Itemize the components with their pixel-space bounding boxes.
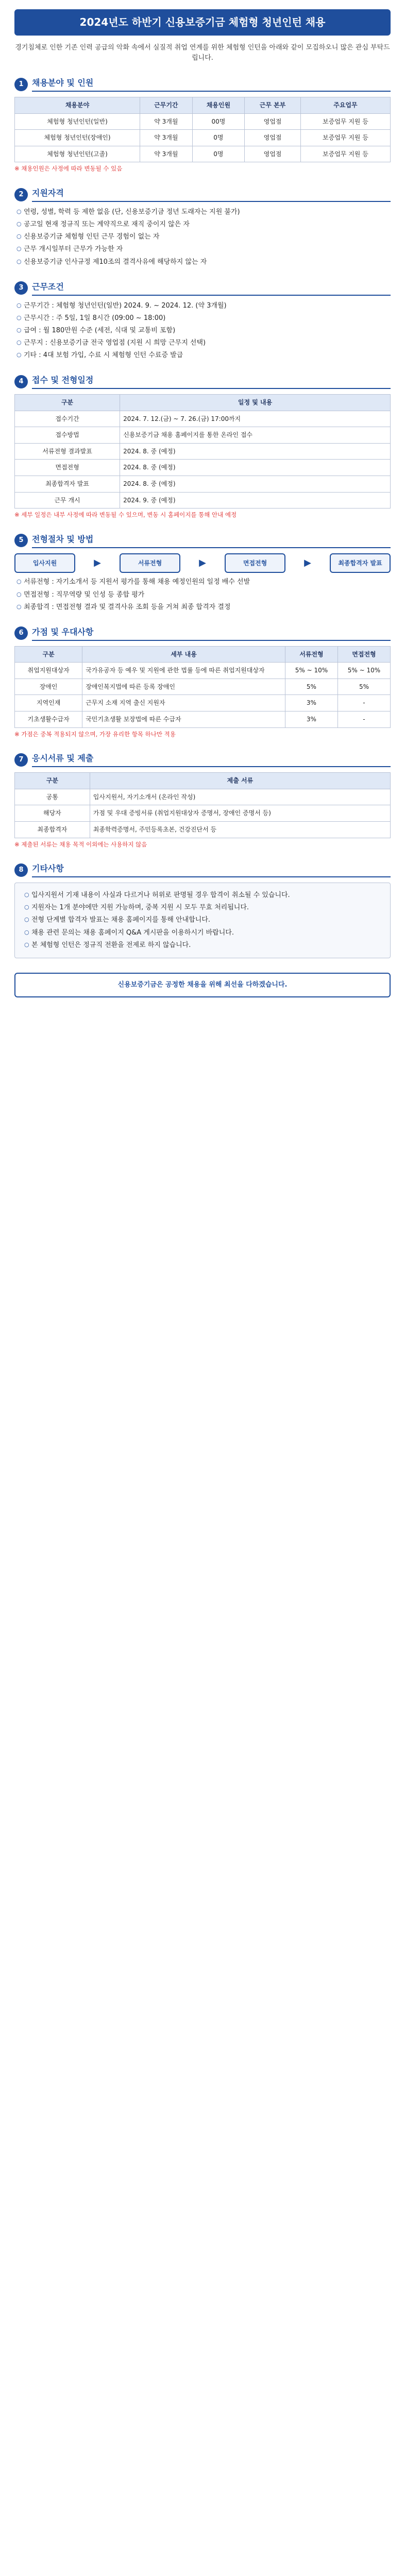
table-header: 일정 및 내용 — [120, 395, 391, 411]
table-cell: 약 3개월 — [140, 146, 193, 162]
table-cell: 장애인 — [15, 679, 82, 695]
table-cell: 국민기초생활 보장법에 따른 수급자 — [82, 711, 285, 728]
table-cell: 2024. 7. 12.(금) ~ 7. 26.(금) 17:00까지 — [120, 411, 391, 427]
table-header: 채용분야 — [15, 97, 140, 114]
table-cell: 면접전형 — [15, 460, 120, 476]
list-item: ○ 근무 개시일부터 근무가 가능한 자 — [16, 244, 391, 255]
table-header: 근무 본부 — [245, 97, 301, 114]
table-header: 제출 서류 — [90, 773, 390, 789]
table-cell: 5% — [338, 679, 390, 695]
section-3-header — [14, 281, 391, 296]
table-cell: 2024. 8. 중 (예정) — [120, 460, 391, 476]
table-cell: 0명 — [192, 130, 245, 146]
flow-step: 서류전형 — [120, 553, 180, 573]
section-title: 전형절차 및 방법 — [32, 533, 391, 548]
table-row — [15, 679, 391, 695]
table-row — [15, 822, 391, 838]
eligibility-list — [14, 207, 391, 267]
table-cell: 영업점 — [245, 146, 301, 162]
table-cell: 근무 개시 — [15, 492, 120, 509]
list-item: ○ 근무시간 : 주 5일, 1일 8시간 (09:00 ~ 18:00) — [16, 313, 391, 324]
list-item: ○ 면접전형 : 직무역량 및 인성 등 종합 평가 — [16, 590, 391, 600]
footer-message: 신용보증기금은 공정한 채용을 위해 최선을 다하겠습니다. — [14, 973, 391, 997]
table-cell: - — [338, 711, 390, 728]
table-cell: 최종합격자 발표 — [15, 476, 120, 493]
arrow-right-icon: ▶ — [304, 557, 311, 569]
table-cell: 약 3개월 — [140, 130, 193, 146]
list-item: ○ 입사지원서 기재 내용이 사실과 다르거나 허위로 판명될 경우 합격이 취소될 수 있습니다. — [24, 890, 383, 901]
table-cell: 5% — [285, 679, 338, 695]
table-cell: 체험형 청년인턴(장애인) — [15, 130, 140, 146]
list-item: ○ 근무기간 : 체험형 청년인턴(일반) 2024. 9. ~ 2024. 12. (약 3개월) — [16, 301, 391, 311]
section-number: 4 — [14, 375, 28, 388]
table-header: 주요업무 — [300, 97, 390, 114]
bonus-note: ※ 가점은 중복 적용되지 않으며, 가장 유리한 항목 하나만 적용 — [14, 730, 176, 738]
table-cell: 3% — [285, 695, 338, 711]
section-number: 8 — [14, 863, 28, 877]
list-item: ○ 최종합격 : 면접전형 결과 및 결격사유 조회 등을 거쳐 최종 합격자 결정 — [16, 602, 391, 613]
intro-text: 경기침체로 인한 기존 인력 공급의 악화 속에서 실질적 취업 연계를 위한 체험형 인턴을 아래와 같이 모집하오니 많은 관심 부탁드립니다. — [15, 44, 390, 62]
table-header: 채용인원 — [192, 97, 245, 114]
documents-note: ※ 제출된 서류는 채용 목적 이외에는 사용하지 않음 — [14, 840, 147, 848]
table-header: 구분 — [15, 646, 82, 663]
section-title: 기타사항 — [32, 862, 391, 877]
table-header: 근무기간 — [140, 97, 193, 114]
table-cell: 근무지 소재 지역 출신 지원자 — [82, 695, 285, 711]
list-item: ○ 기타 : 4대 보험 가입, 수료 시 체험형 인턴 수료증 발급 — [16, 350, 391, 361]
table-row — [15, 492, 391, 509]
process-list — [14, 577, 391, 612]
list-item: ○ 근무지 : 신용보증기금 전국 영업점 (지원 시 희망 근무지 선택) — [16, 338, 391, 348]
table-cell: 2024. 8. 중 (예정) — [120, 443, 391, 460]
table-cell: 3% — [285, 711, 338, 728]
table-cell: 약 3개월 — [140, 113, 193, 130]
table-cell: 보증업무 지원 등 — [300, 146, 390, 162]
table-header: 구분 — [15, 395, 120, 411]
table-header: 세부 내용 — [82, 646, 285, 663]
table-cell: 접수기간 — [15, 411, 120, 427]
table-cell: 가점 및 우대 증빙서류 (취업지원대상자 증명서, 장애인 증명서 등) — [90, 805, 390, 822]
section-number: 7 — [14, 753, 28, 767]
section-2-header — [14, 187, 391, 202]
section-1-header — [14, 77, 391, 92]
work-conditions-list — [14, 301, 391, 361]
table-row — [15, 443, 391, 460]
section-number: 5 — [14, 534, 28, 547]
table-cell: - — [338, 695, 390, 711]
table-header: 면접전형 — [338, 646, 390, 663]
list-item: ○ 본 체험형 인턴은 정규직 전환을 전제로 하지 않습니다. — [24, 940, 383, 951]
list-item: ○ 공고일 현재 정규직 또는 계약직으로 재직 중이지 않은 자 — [16, 219, 391, 230]
table-row — [15, 411, 391, 427]
table-cell: 영업점 — [245, 130, 301, 146]
section-number: 2 — [14, 188, 28, 201]
list-item: ○ 신용보증기금 인사규정 제10조의 결격사유에 해당하지 않는 자 — [16, 257, 391, 267]
section-title: 접수 및 전형일정 — [32, 374, 391, 389]
schedule-note: ※ 세부 일정은 내부 사정에 따라 변동될 수 있으며, 변동 시 홈페이지를 통해 안내 예정 — [14, 511, 237, 519]
table-row — [15, 476, 391, 493]
flow-step: 입사지원 — [14, 553, 75, 573]
table-note: ※ 채용인원은 사정에 따라 변동될 수 있음 — [14, 165, 123, 173]
process-flow — [14, 553, 391, 573]
section-7-header — [14, 752, 391, 767]
table-row — [15, 805, 391, 822]
section-title: 근무조건 — [32, 281, 391, 296]
list-item: ○ 신용보증기금 체험형 인턴 근무 경험이 없는 자 — [16, 232, 391, 242]
table-cell: 국가유공자 등 예우 및 지원에 관한 법률 등에 따른 취업지원대상자 — [82, 663, 285, 679]
table-row — [15, 695, 391, 711]
table-cell: 입사지원서, 자기소개서 (온라인 작성) — [90, 789, 390, 805]
list-item: ○ 서류전형 : 자기소개서 등 지원서 평가를 통해 채용 예정인원의 일정 배수 선발 — [16, 577, 391, 587]
section-number: 6 — [14, 626, 28, 640]
flow-step: 면접전형 — [225, 553, 285, 573]
table-cell: 최종학력증명서, 주민등록초본, 건강진단서 등 — [90, 822, 390, 838]
arrow-right-icon: ▶ — [94, 557, 101, 569]
table-cell: 해당자 — [15, 805, 90, 822]
table-cell: 5% ~ 10% — [285, 663, 338, 679]
table-cell: 2024. 9. 중 (예정) — [120, 492, 391, 509]
table-cell: 취업지원대상자 — [15, 663, 82, 679]
section-number: 3 — [14, 281, 28, 295]
table-cell: 신용보증기금 채용 홈페이지를 통한 온라인 접수 — [120, 427, 391, 444]
bonus-table — [14, 646, 391, 728]
table-row — [15, 663, 391, 679]
list-item: ○ 전형 단계별 합격자 발표는 채용 홈페이지를 통해 안내합니다. — [24, 915, 383, 925]
notes-list — [22, 890, 383, 951]
section-6-header — [14, 626, 391, 641]
list-item: ○ 급여 : 월 180만원 수준 (세전, 식대 및 교통비 포함) — [16, 326, 391, 336]
documents-table — [14, 772, 391, 838]
list-item: ○ 채용 관련 문의는 채용 홈페이지 Q&A 게시판을 이용하시기 바랍니다. — [24, 928, 383, 938]
table-row — [15, 146, 391, 162]
table-row — [15, 427, 391, 444]
section-title: 응시서류 및 제출 — [32, 752, 391, 767]
table-cell: 5% ~ 10% — [338, 663, 390, 679]
table-cell: 지역인재 — [15, 695, 82, 711]
section-number: 1 — [14, 78, 28, 91]
table-cell: 00명 — [192, 113, 245, 130]
table-cell: 보증업무 지원 등 — [300, 113, 390, 130]
recruitment-table — [14, 97, 391, 162]
table-header: 구분 — [15, 773, 90, 789]
table-cell: 공통 — [15, 789, 90, 805]
table-cell: 체험형 청년인턴(일반) — [15, 113, 140, 130]
table-cell: 2024. 8. 중 (예정) — [120, 476, 391, 493]
table-row — [15, 130, 391, 146]
table-cell: 장애인복지법에 따른 등록 장애인 — [82, 679, 285, 695]
table-row — [15, 789, 391, 805]
section-title: 가점 및 우대사항 — [32, 626, 391, 641]
table-cell: 0명 — [192, 146, 245, 162]
list-item: ○ 연령, 성별, 학력 등 제한 없음 (단, 신용보증기금 정년 도래자는 지원 불가) — [16, 207, 391, 217]
section-title: 채용분야 및 인원 — [32, 77, 391, 92]
notes-box — [14, 883, 391, 958]
section-5-header — [14, 533, 391, 548]
recruitment-notice-page — [0, 0, 405, 1018]
flow-step: 최종합격자 발표 — [330, 553, 391, 573]
table-cell: 접수방법 — [15, 427, 120, 444]
section-title: 지원자격 — [32, 187, 391, 202]
table-row — [15, 711, 391, 728]
arrow-right-icon: ▶ — [199, 557, 206, 569]
table-cell: 보증업무 지원 등 — [300, 130, 390, 146]
section-8-header — [14, 862, 391, 877]
list-item: ○ 지원자는 1개 분야에만 지원 가능하며, 중복 지원 시 모두 무효 처리됩니다. — [24, 903, 383, 913]
table-cell: 기초생활수급자 — [15, 711, 82, 728]
page-title: 2024년도 하반기 신용보증기금 체험형 청년인턴 채용 — [14, 9, 391, 36]
table-cell: 체험형 청년인턴(고졸) — [15, 146, 140, 162]
table-row — [15, 460, 391, 476]
table-cell: 서류전형 결과발표 — [15, 443, 120, 460]
table-row — [15, 113, 391, 130]
table-cell: 최종합격자 — [15, 822, 90, 838]
schedule-table — [14, 394, 391, 509]
table-cell: 영업점 — [245, 113, 301, 130]
section-4-header — [14, 374, 391, 389]
table-header: 서류전형 — [285, 646, 338, 663]
